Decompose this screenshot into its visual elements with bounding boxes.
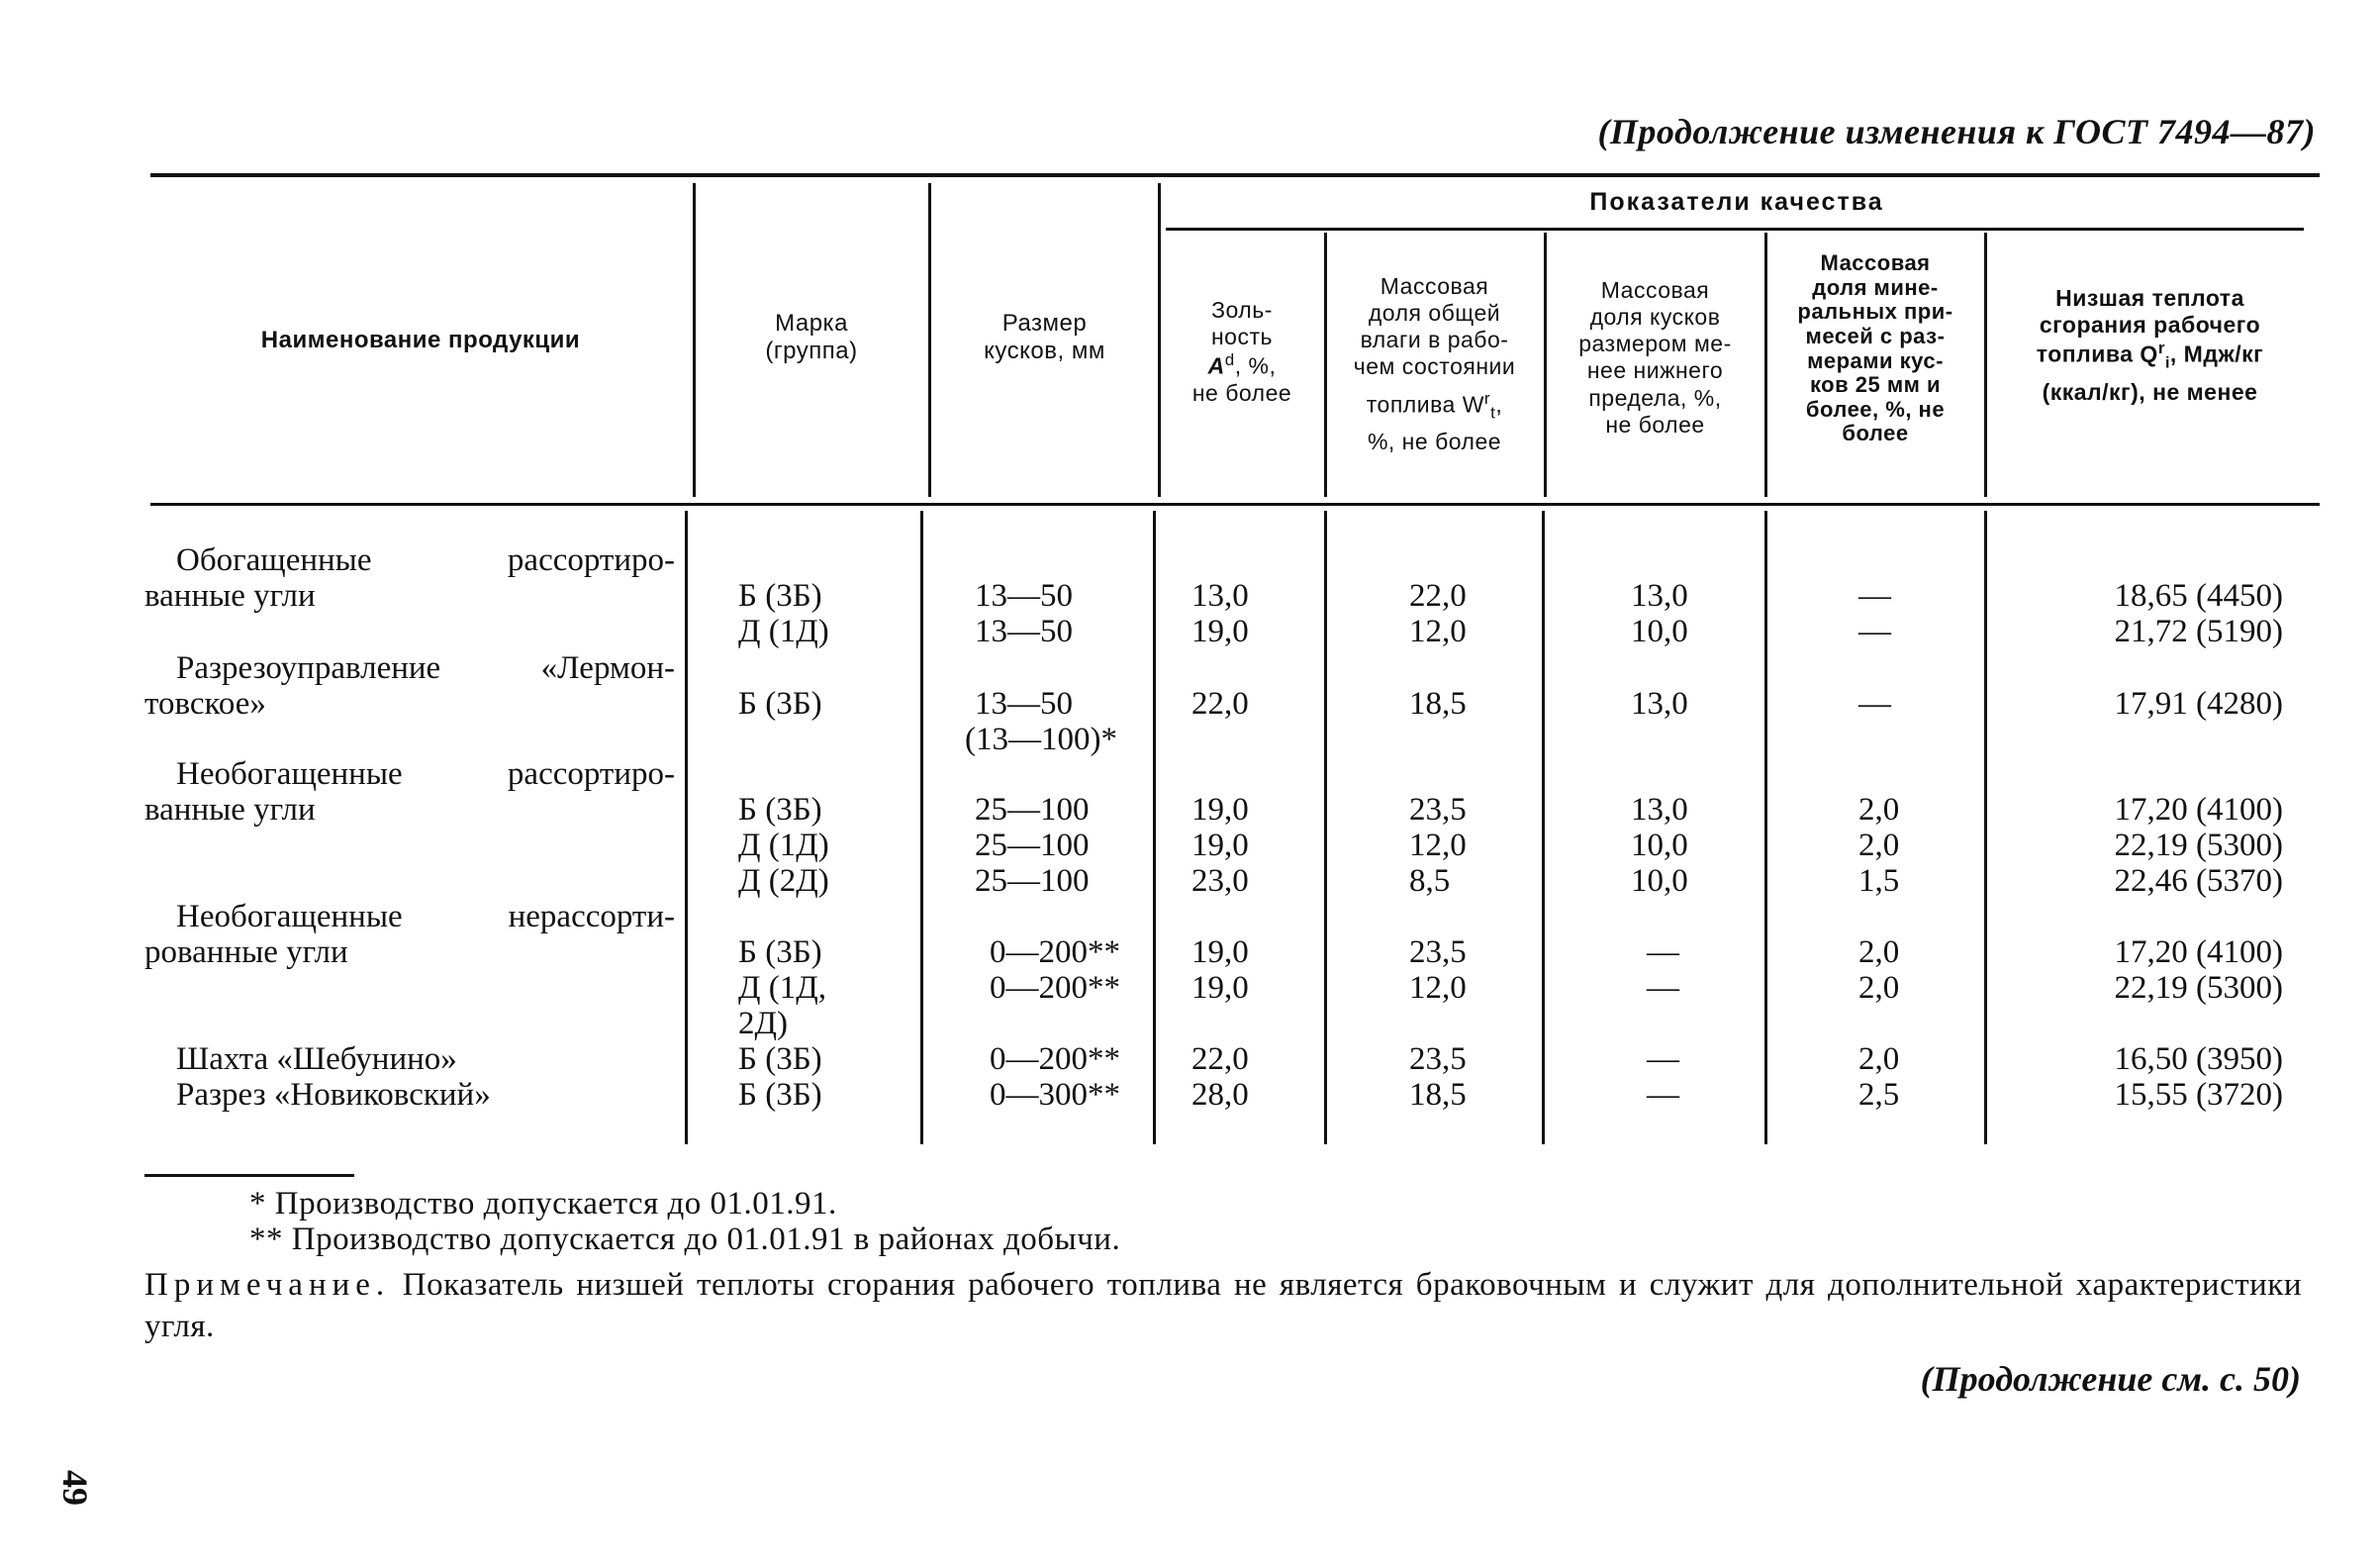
size-cell: 25—100 [975,863,1090,899]
heat-cell: 22,46 (5370) [2114,863,2283,899]
note [144,1264,2302,1347]
pieces-cell: 13,0 [1631,686,1688,722]
product-name: ванные угли [144,578,316,614]
ash-cell: 23,0 [1191,863,1249,899]
note-label: Примечание. [144,1267,391,1303]
group-title: Показатели качества [1589,188,1884,216]
footnote: ** Производство допускается до 01.01.91 в районах добычи. [249,1222,1121,1257]
col-header-size: Размер кусков, мм [984,310,1105,365]
pieces-cell: 10,0 [1631,863,1688,899]
heat-cell: 22,19 (5300) [2114,828,2283,863]
heat-cell: 21,72 (5190) [2114,614,2283,649]
mark-cell: Б (3Б) [738,934,822,970]
col-divider [685,511,688,1144]
col-divider [693,183,696,497]
ash-cell: 28,0 [1191,1077,1249,1113]
mineral-cell: 2,0 [1858,828,1900,863]
mark-cell-cont: 2Д) [738,1006,788,1041]
pieces-cell: 10,0 [1631,828,1688,863]
size-cell-alt: (13—100)* [965,722,1117,757]
mineral-cell: 2,0 [1858,934,1900,970]
moisture-cell: 8,5 [1409,863,1451,899]
size-cell: 25—100 [975,828,1090,863]
product-name: Разрез «Новиковский» [176,1077,491,1113]
mark-cell: Д (1Д) [738,828,829,863]
product-name: Обогащенные рассортиро- [176,542,675,578]
mark-cell: Д (1Д) [738,614,829,649]
moisture-cell: 23,5 [1409,792,1467,828]
heat-cell: 17,20 (4100) [2114,934,2283,970]
col-header-moisture: Массовая доля общей влаги в рабо- чем состоянии топлива $W^r_t$, %, не более [1353,273,1516,454]
col-divider [1764,511,1767,1144]
col-divider [1542,511,1545,1144]
ash-cell: 19,0 [1191,792,1249,828]
heat-cell: 17,91 (4280) [2114,686,2283,722]
heat-cell: 17,20 (4100) [2114,792,2283,828]
continued-note: (Продолжение см. с. 50) [1920,1359,2301,1399]
pieces-cell: 13,0 [1631,792,1688,828]
footnote-rule [144,1174,354,1177]
mineral-cell: — [1858,578,1891,614]
col-header-pieces: Массовая доля кусков размером ме- нее нижнего предела, %, не более [1578,277,1732,438]
mark-cell: Б (3Б) [738,686,822,722]
moisture-cell: 23,5 [1409,1041,1467,1077]
mark-cell: Д (1Д, [738,970,827,1006]
mineral-cell: 2,0 [1858,970,1900,1006]
col-divider [1764,233,1767,497]
size-cell: 13—50 [975,686,1073,722]
col-header-mark: Марка (группа) [765,310,858,365]
product-name: ванные угли [144,792,316,828]
moisture-cell: 12,0 [1409,828,1467,863]
size-cell: 0—200** [990,934,1120,970]
page-number: 49 [55,1470,95,1506]
col-divider [920,511,923,1144]
pieces-cell: — [1647,934,1679,970]
size-cell: 13—50 [975,578,1073,614]
mark-cell: Б (3Б) [738,1041,822,1077]
pieces-cell: — [1647,970,1679,1006]
header-note: (Продолжение изменения к ГОСТ 7494—87) [1597,112,2316,151]
ash-cell: 19,0 [1191,934,1249,970]
product-name: Разрезоуправление «Лермон- [176,650,675,686]
col-divider [1153,511,1156,1144]
pieces-cell: — [1647,1041,1679,1077]
moisture-cell: 23,5 [1409,934,1467,970]
moisture-cell: 18,5 [1409,1077,1467,1113]
size-cell: 13—50 [975,614,1073,649]
product-name: Необогащенные рассортиро- [176,756,675,792]
mark-cell: Б (3Б) [738,1077,822,1113]
col-divider [928,183,931,497]
mineral-cell: 2,0 [1858,1041,1900,1077]
size-cell: 0—300** [990,1077,1120,1113]
product-name: Необогащенные нерассорти- [176,899,675,934]
moisture-cell: 22,0 [1409,578,1467,614]
ash-cell: 19,0 [1191,614,1249,649]
mark-cell: Б (3Б) [738,578,822,614]
header-bottom-rule [150,503,2320,506]
col-header-heat: Низшая теплота сгорания рабочего топлива $Q^r_i$, Мдж/кг (ккал/кг), не менее [2036,285,2264,406]
ash-cell: 22,0 [1191,686,1249,722]
heat-cell: 22,19 (5300) [2114,970,2283,1006]
heat-cell: 15,55 (3720) [2114,1077,2283,1113]
size-cell: 0—200** [990,970,1120,1006]
product-name: Шахта «Шебунино» [176,1041,457,1077]
mark-cell: Д (2Д) [738,863,829,899]
product-name: рованные угли [144,934,348,970]
moisture-cell: 12,0 [1409,970,1467,1006]
mineral-cell: — [1858,614,1891,649]
size-cell: 0—200** [990,1041,1120,1077]
col-divider [1324,511,1327,1144]
heat-cell: 16,50 (3950) [2114,1041,2283,1077]
pieces-cell: — [1647,1077,1679,1113]
mineral-cell: — [1858,686,1891,722]
heat-cell: 18,65 (4450) [2114,578,2283,614]
mineral-cell: 2,0 [1858,792,1900,828]
col-divider [1158,183,1161,497]
moisture-cell: 18,5 [1409,686,1467,722]
mineral-cell: 2,5 [1858,1077,1900,1113]
product-name: товское» [144,686,266,722]
col-divider [1324,233,1327,497]
col-divider [1544,233,1547,497]
col-divider [1984,233,1987,497]
ash-cell: 13,0 [1191,578,1249,614]
ash-cell: 19,0 [1191,970,1249,1006]
col-header-mineral: Массовая доля мине- ральных при- месей с раз- мерами кус- ков 25 мм и более, %, не более [1797,250,1953,446]
col-header-ash: Золь- ность $A^d$, %, не более [1191,297,1292,407]
mineral-cell: 1,5 [1858,863,1900,899]
pieces-cell: 13,0 [1631,578,1688,614]
col-header-name: Наименование продукции [260,327,581,353]
group-header-rule [1166,228,2304,231]
note-text: Показатель низшей теплоты сгорания рабочего топлива не является браковочным и служит для дополнительной характеристики угля. [144,1267,2302,1344]
moisture-cell: 12,0 [1409,614,1467,649]
ash-cell: 22,0 [1191,1041,1249,1077]
footnote: * Производство допускается до 01.01.91. [249,1186,837,1222]
mark-cell: Б (3Б) [738,792,822,828]
pieces-cell: 10,0 [1631,614,1688,649]
size-cell: 25—100 [975,792,1090,828]
col-divider [1984,511,1987,1144]
ash-cell: 19,0 [1191,828,1249,863]
table-top-rule [150,173,2320,177]
